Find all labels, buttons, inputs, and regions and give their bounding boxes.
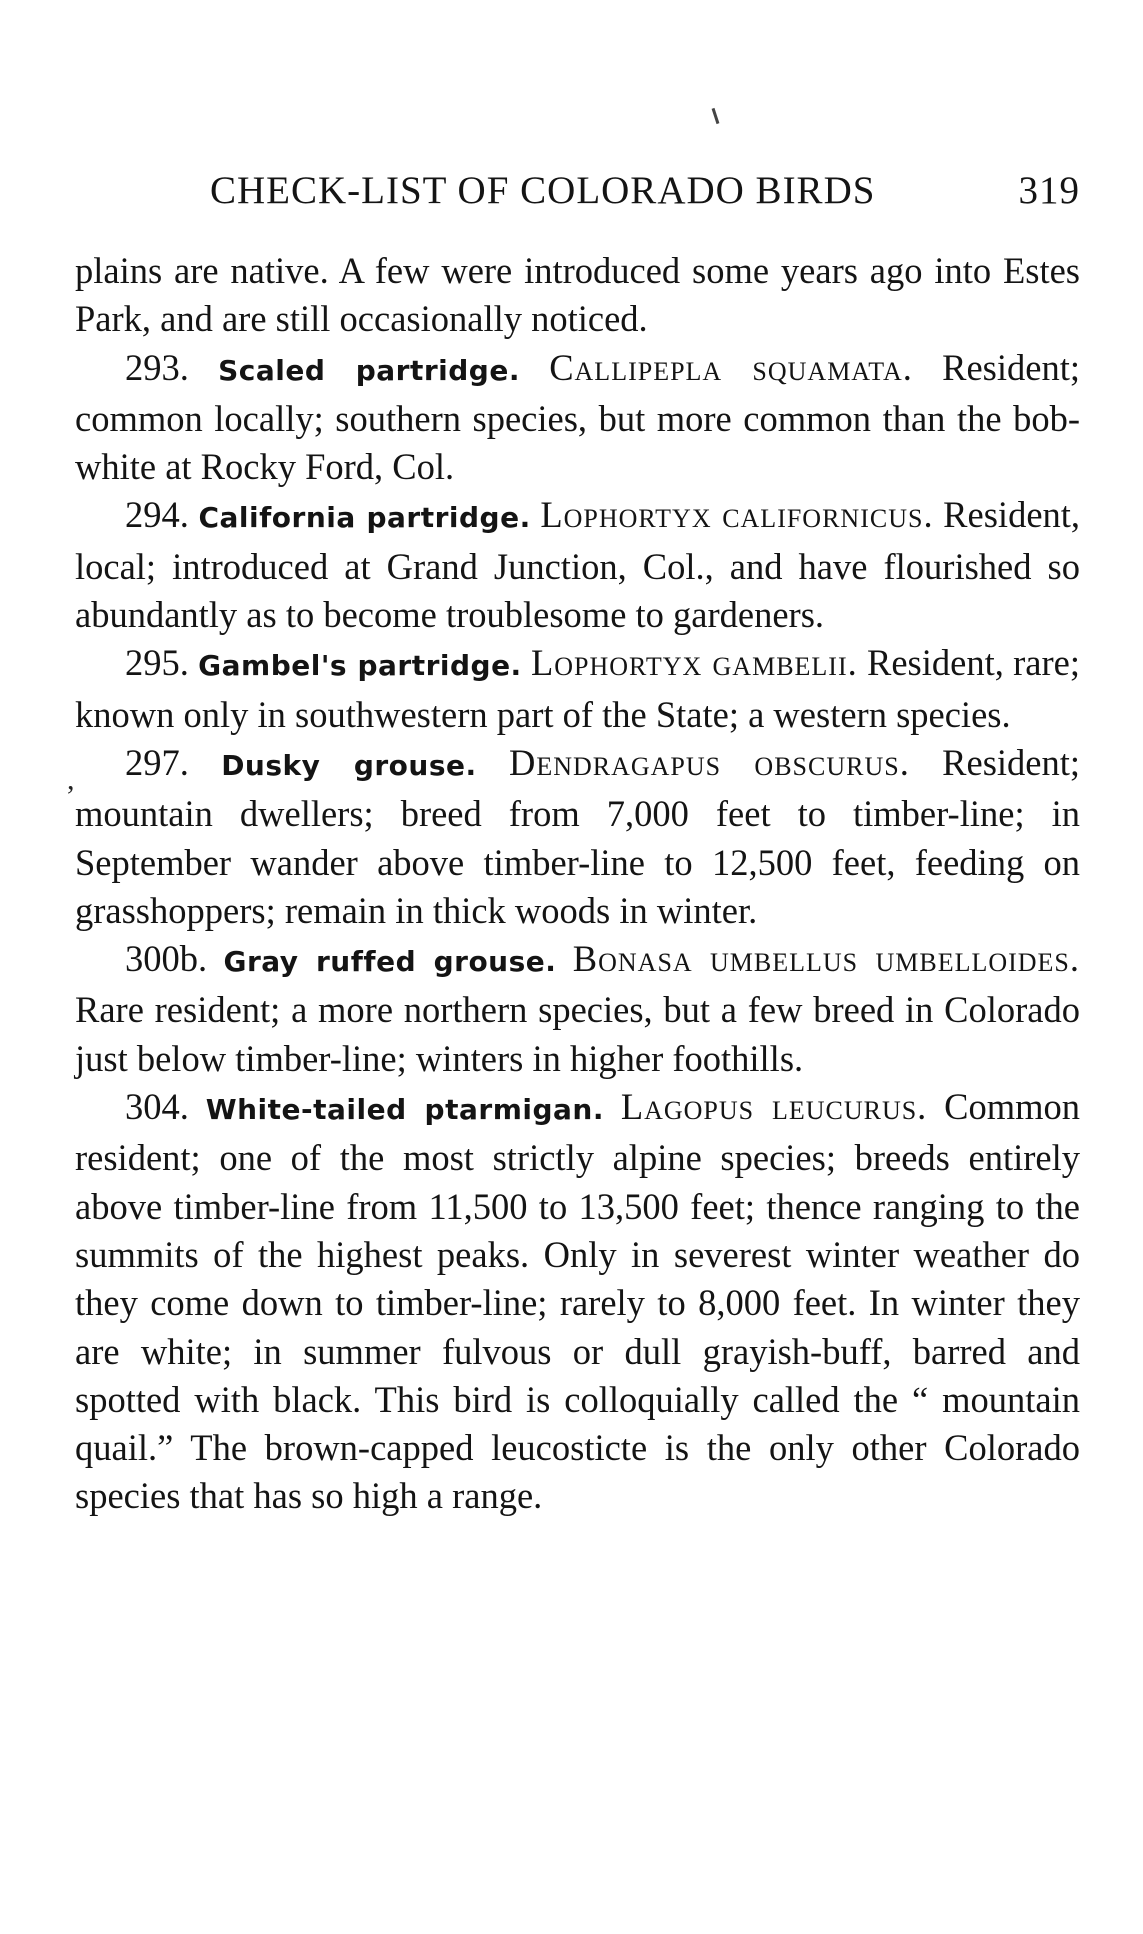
species-entry <box>75 491 1080 639</box>
species-entry <box>75 1083 1080 1521</box>
page-number: 319 <box>1018 169 1080 212</box>
entry-text: Resident; mountain dwellers; breed from 7,000 feet to timber-line; in September wander above timber-line to 12,500 feet, feeding on grasshoppers; remain in thick woods in winter. <box>75 741 1081 931</box>
scientific-name: Lagopus leucurus. <box>620 1086 928 1128</box>
common-name: Gambel's partridge. <box>198 649 522 683</box>
entry-text: Resident; common locally; southern species, but more common than the bob-white at Rocky Ford, Col. <box>75 346 1081 488</box>
entry-text: Resident, local; introduced at Grand Junction, Col., and have flourished so abundantly as to become troublesome to gardeners. <box>75 494 1081 636</box>
species-entry <box>75 639 1080 739</box>
entry-number: 295. <box>125 642 189 684</box>
common-name: Dusky grouse. <box>221 748 477 782</box>
species-entry <box>75 739 1080 935</box>
entry-number: 297. <box>125 741 189 783</box>
page-title: CHECK-LIST OF COLORADO BIRDS <box>210 169 876 212</box>
entry-number: 294. <box>125 494 189 536</box>
common-name: California partridge. <box>198 501 531 535</box>
scientific-name: Lophortyx californicus. <box>540 494 934 536</box>
common-name: Gray ruffed grouse. <box>223 945 557 979</box>
entry-text: Rare resident; a more northern species, but a few breed in Colorado just below timber-line; winters in higher foothills. <box>75 989 1080 1079</box>
species-entry <box>75 935 1080 1083</box>
scientific-name: Bonasa umbellus umbelloides. <box>572 938 1081 980</box>
body-text <box>75 247 1080 1521</box>
running-head <box>75 168 1080 218</box>
entry-text: Common resident; one of the most strictly alpine species; breeds entirely above timber-line from 11,500 to 13,500 feet; thence ranging to the summits of the highest peaks. Only in severest winter weather do they come down to timber-line; rarely to 8,000 feet. In winter they are white; in summer fulvous or dull grayish-buff, barred and spotted with black. This bird is colloquially called the “ mountain quail.” The brown-capped leucosticte is the only other Colorado species that has so high a range. <box>75 1086 1081 1517</box>
entry-number: 300b. <box>125 938 208 980</box>
scientific-name: Lophortyx gambelii. <box>530 642 858 684</box>
species-entry <box>75 344 1080 492</box>
margin-comma-mark: , <box>67 763 75 796</box>
common-name: Scaled partridge. <box>218 353 520 387</box>
scientific-name: Callipepla squamata. <box>549 346 913 388</box>
common-name: White-tailed ptarmigan. <box>205 1093 604 1127</box>
entry-number: 304. <box>125 1086 189 1128</box>
intro-paragraph: plains are native. A few were introduced some years ago into Estes Park, and are still occasionally noticed. <box>75 250 1080 340</box>
entry-text: Resident, rare; known only in southwestern part of the State; a western species. <box>75 642 1080 735</box>
entry-number: 293. <box>125 346 189 388</box>
stray-print-mark <box>712 108 720 124</box>
scientific-name: Dendragapus obscurus. <box>508 741 910 783</box>
